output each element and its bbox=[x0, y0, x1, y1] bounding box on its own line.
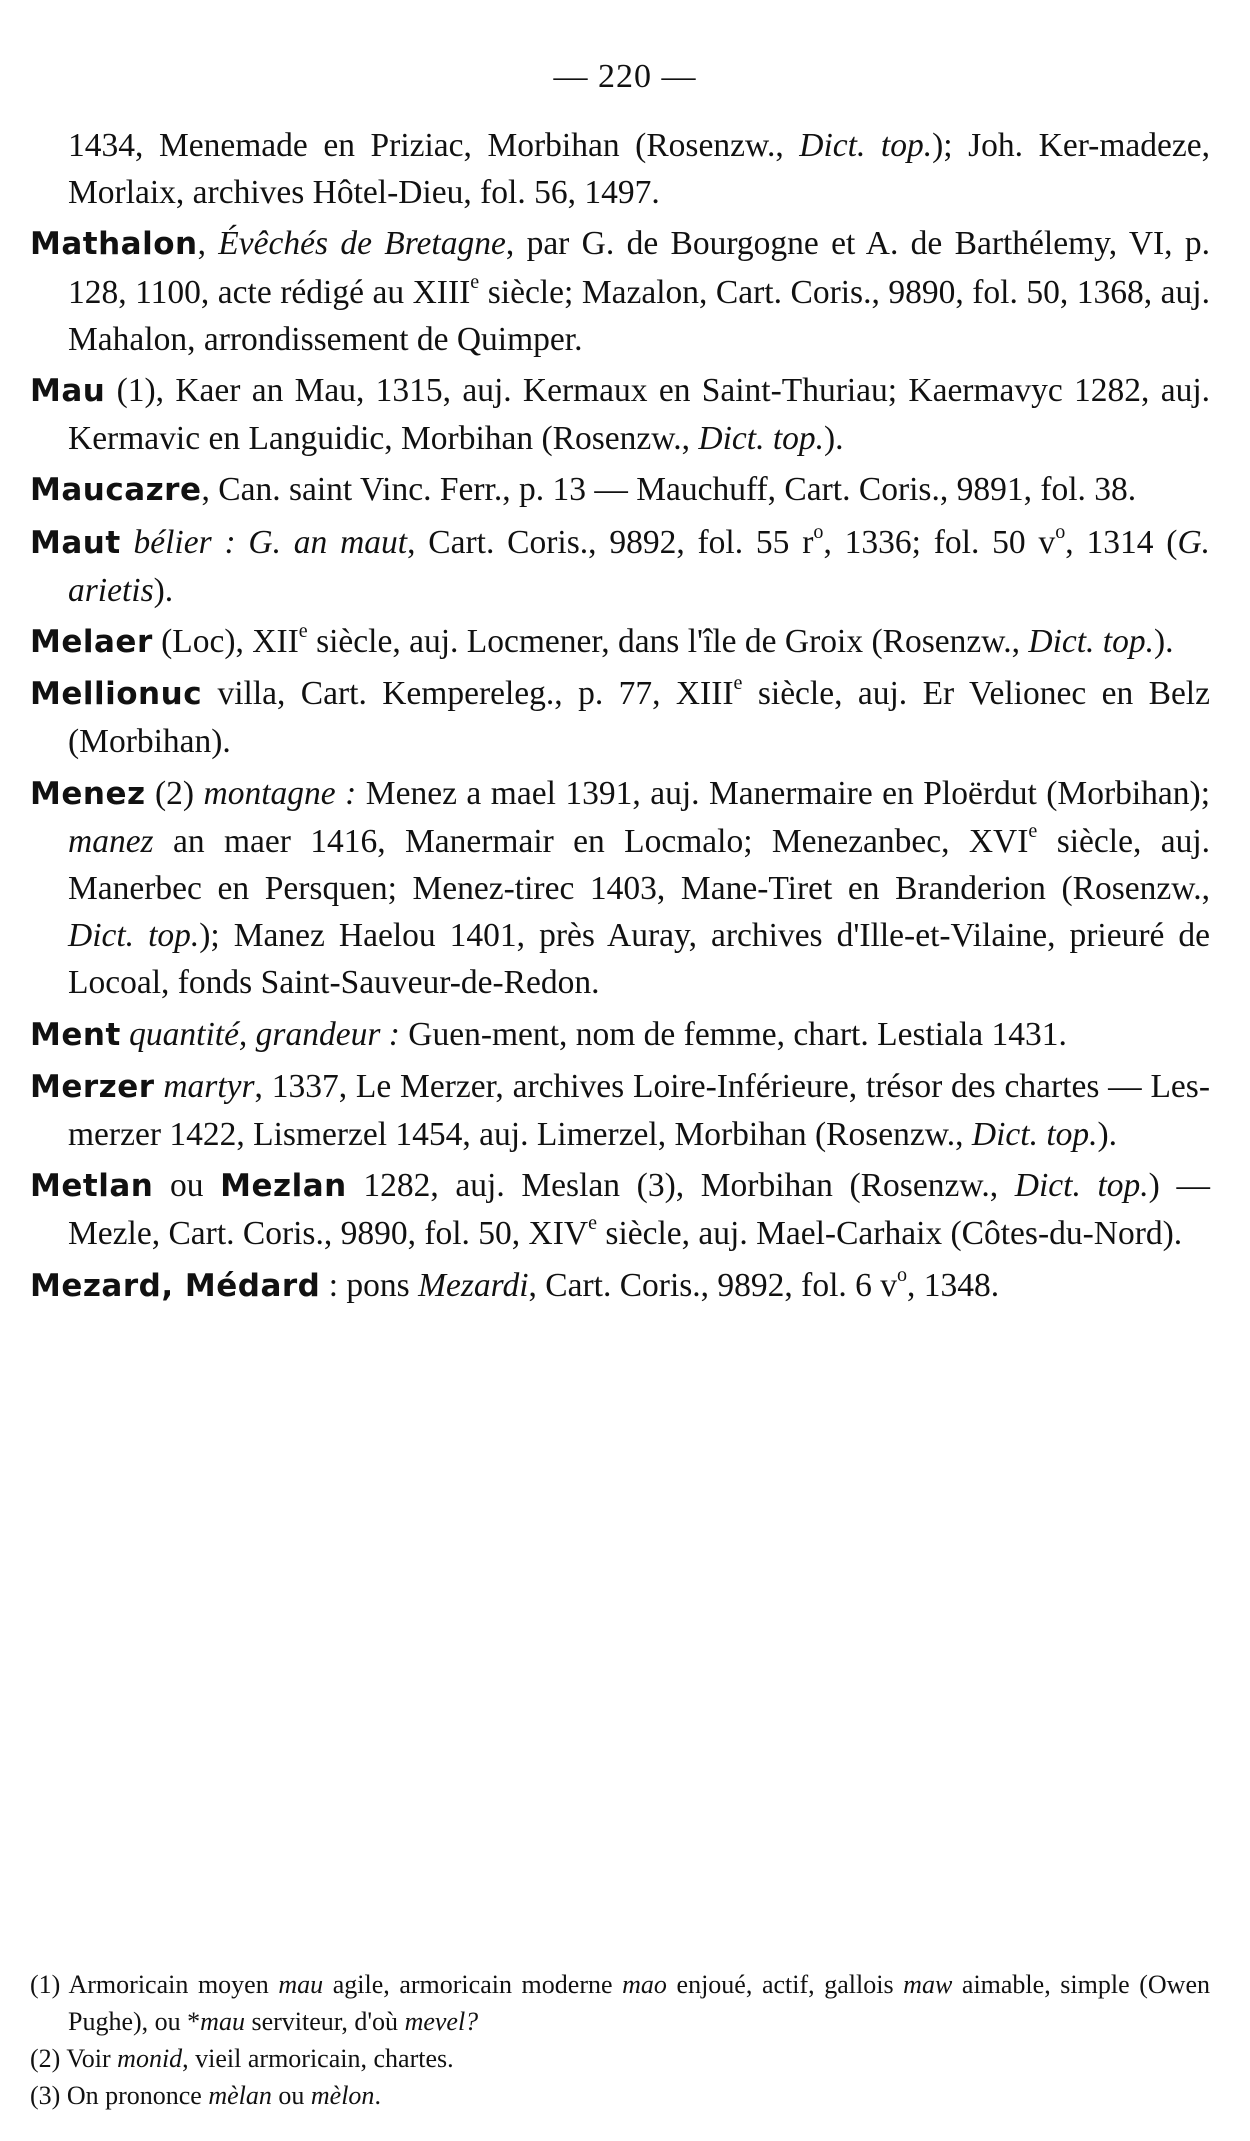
footnote-italic: mevel? bbox=[404, 2007, 479, 2036]
entry-text: an maer 1416, Manermair en Locmalo; Menezanbec, XVI bbox=[153, 822, 1029, 860]
entry-superscript: e bbox=[733, 672, 743, 695]
entry-headword: Ment bbox=[30, 1016, 121, 1053]
footnote-3 bbox=[30, 2077, 1210, 2114]
entry-text: , 1314 ( bbox=[1065, 523, 1178, 561]
footnote-italic: mèlan bbox=[208, 2081, 272, 2110]
footnote-italic: mèlon bbox=[310, 2081, 375, 2110]
footnote-text: aimable, simple (Owen Pughe), ou * bbox=[68, 1970, 1210, 2036]
entry-headword: Mezlan bbox=[220, 1168, 347, 1205]
entry-text: siècle, auj. Manerbec en Persquen; Menez-tirec 1403, Mane-Tiret en Branderion (Rosenzw., bbox=[68, 822, 1210, 908]
entry-headword: Mellionuc bbox=[30, 676, 203, 713]
entry-text: (1), Kaer an Mau, 1315, auj. Kermaux en Saint-Thuriau; Kaermavyc 1282, auj. Kermavic en Languidic, Morbihan (Rosenzw., bbox=[68, 372, 1210, 458]
footnote-number: (3) bbox=[30, 2081, 61, 2110]
footnote-text: Armoricain moyen bbox=[60, 1970, 279, 1999]
entry-mezard bbox=[30, 1262, 1210, 1310]
entry-text: ); Joh. Ker-madeze, Morlaix, archives Hôtel-Dieu, fol. 56, 1497. bbox=[68, 127, 1210, 212]
entry-italic: bélier : G. an maut bbox=[133, 523, 408, 561]
entry-text: ); Manez Haelou 1401, près Auray, archives d'Ille-et-Vilaine, prieuré de Locoal, fonds Saint-Sauveur-de-Redon. bbox=[68, 917, 1211, 1002]
entry-superscript: o bbox=[897, 1263, 908, 1286]
entry-headword: Melaer bbox=[30, 624, 153, 661]
entry-italic: martyr bbox=[163, 1067, 255, 1105]
entry-text: 1434, Menemade en Priziac, Morbihan (Rosenzw., bbox=[68, 127, 800, 164]
entry-mathalon bbox=[30, 220, 1210, 363]
entry-italic: Dict. top. bbox=[971, 1116, 1098, 1154]
entry-text: , Can. saint Vinc. Ferr., p. 13 — Mauchuff, Cart. Coris., 9891, fol. 38. bbox=[201, 471, 1137, 509]
entry-mau bbox=[30, 367, 1210, 462]
footnote-2 bbox=[30, 2040, 1210, 2077]
footnote-text: On prononce bbox=[60, 2081, 209, 2110]
entry-italic: manez bbox=[68, 822, 154, 860]
entry-text: ). bbox=[153, 571, 174, 609]
entry-headword: Mathalon bbox=[30, 226, 198, 263]
entry-text: Menez a mael 1391, auj. Manermaire en Ploërdut (Morbihan); bbox=[356, 774, 1211, 812]
footnote-text: Voir bbox=[60, 2044, 118, 2073]
entry-text: , 1336; fol. 50 v bbox=[823, 523, 1056, 561]
entry-text bbox=[121, 524, 134, 561]
entry-metlan bbox=[30, 1162, 1210, 1257]
entry-text: , par G. de Bourgogne et A. de Barthélemy, VI, p. 128, 1100, acte rédigé au XIII bbox=[68, 225, 1211, 311]
entry-text bbox=[121, 1016, 129, 1053]
entry-ment bbox=[30, 1011, 1210, 1059]
entry-italic: Mezardi bbox=[418, 1266, 529, 1304]
footnote-italic: maw bbox=[903, 1970, 953, 1999]
entry-text: ). bbox=[1097, 1116, 1118, 1154]
entry-text: , 1337, Le Merzer, archives Loire-Inférieure, trésor des chartes — Les-merzer 1422, Lismerzel 1454, auj. Limerzel, Morbihan (Rosenzw., bbox=[68, 1067, 1210, 1154]
entry-text: ). bbox=[824, 420, 844, 458]
entry-italic: G. arietis bbox=[68, 523, 1211, 609]
entry-text: villa, Cart. Kempereleg., p. 77, XIII bbox=[202, 675, 734, 713]
entry-superscript: o bbox=[1055, 520, 1066, 543]
entry-text: , 1348. bbox=[907, 1266, 1000, 1304]
footnote-italic: mau bbox=[200, 2007, 245, 2036]
page-number: — 220 — bbox=[553, 58, 697, 95]
footnote-number: (2) bbox=[30, 2044, 61, 2073]
entry-headword: Metlan bbox=[30, 1168, 154, 1205]
footnote-text: . bbox=[374, 2081, 381, 2110]
footnote-number: (1) bbox=[30, 1970, 61, 1999]
entry-superscript: o bbox=[813, 520, 824, 543]
dictionary-body bbox=[30, 122, 1210, 1314]
footnote-italic: monid bbox=[117, 2044, 183, 2073]
entry-merzer bbox=[30, 1063, 1210, 1158]
entry-text: Guen-ment, nom de femme, chart. Lestiala 1431. bbox=[399, 1015, 1067, 1053]
footnote-1 bbox=[30, 1966, 1210, 2040]
entry-text: , bbox=[197, 225, 219, 263]
entry-text: : pons bbox=[320, 1266, 419, 1304]
entry-text: (Loc), XII bbox=[152, 623, 299, 661]
entry-superscript: e bbox=[470, 270, 480, 293]
entry-headword: Maut bbox=[30, 524, 121, 561]
entry-text: siècle; Mazalon, Cart. Coris., 9890, fol. 50, 1368, auj. Mahalon, arrondissement de Quimper. bbox=[68, 273, 1210, 358]
footnote-text: enjoué, actif, gallois bbox=[666, 1970, 904, 1999]
entry-italic: Dict. top. bbox=[1014, 1167, 1149, 1205]
footnote-text: , vieil armoricain, chartes. bbox=[182, 2044, 454, 2073]
entry-italic: quantité, grandeur : bbox=[129, 1015, 400, 1053]
entry-menez bbox=[30, 770, 1210, 1007]
footnote-text: serviteur, d'où bbox=[244, 2007, 405, 2036]
entry-text: , Cart. Coris., 9892, fol. 55 r bbox=[407, 523, 814, 561]
entry-italic: Dict. top. bbox=[799, 127, 933, 164]
entry-text: siècle, auj. Er Velionec en Belz (Morbihan). bbox=[68, 675, 1210, 761]
entry-melaer bbox=[30, 618, 1210, 666]
entry-text: , Cart. Coris., 9892, fol. 6 v bbox=[528, 1266, 897, 1304]
entry-text: siècle, auj. Locmener, dans l'île de Groix (Rosenzw., bbox=[307, 623, 1029, 661]
entry-italic: Dict. top. bbox=[1028, 623, 1154, 661]
entry-maut bbox=[30, 519, 1210, 614]
entry-text: (2) bbox=[145, 774, 204, 812]
footnote-italic: mau bbox=[278, 1970, 324, 1999]
entry-italic: Évêchés de Bretagne bbox=[218, 225, 506, 263]
entry-headword: Merzer bbox=[30, 1068, 155, 1105]
entry-text: 1282, auj. Meslan (3), Morbihan (Rosenzw., bbox=[346, 1167, 1015, 1205]
entry-text: ou bbox=[153, 1167, 221, 1205]
entry-headword: Menez bbox=[30, 775, 146, 812]
entry-italic: Dict. top. bbox=[698, 420, 825, 458]
footnote-text: agile, armoricain moderne bbox=[323, 1970, 623, 1999]
entry-maucazre bbox=[30, 466, 1210, 514]
entry-headword: Maucazre bbox=[30, 472, 202, 509]
entry-headword: Mezard, Médard bbox=[30, 1267, 321, 1304]
entry-superscript: e bbox=[1028, 819, 1038, 842]
entry-headword: Mau bbox=[30, 373, 106, 410]
entry-text: siècle, auj. Mael-Carhaix (Côtes-du-Nord). bbox=[597, 1215, 1183, 1253]
entry-italic: montagne : bbox=[203, 774, 357, 812]
footnotes bbox=[30, 1966, 1210, 2114]
entry-superscript: e bbox=[298, 619, 308, 642]
entry-superscript: e bbox=[588, 1212, 598, 1235]
entry-text: ) — Mezle, Cart. Coris., 9890, fol. 50, XIV bbox=[68, 1167, 1210, 1253]
footnote-italic: mao bbox=[622, 1970, 667, 1999]
footnote-text: ou bbox=[271, 2081, 311, 2110]
entry-continuation bbox=[30, 122, 1210, 216]
entry-italic: Dict. top. bbox=[68, 917, 200, 955]
entry-mellionuc bbox=[30, 670, 1210, 765]
entry-text: ). bbox=[1153, 623, 1174, 661]
